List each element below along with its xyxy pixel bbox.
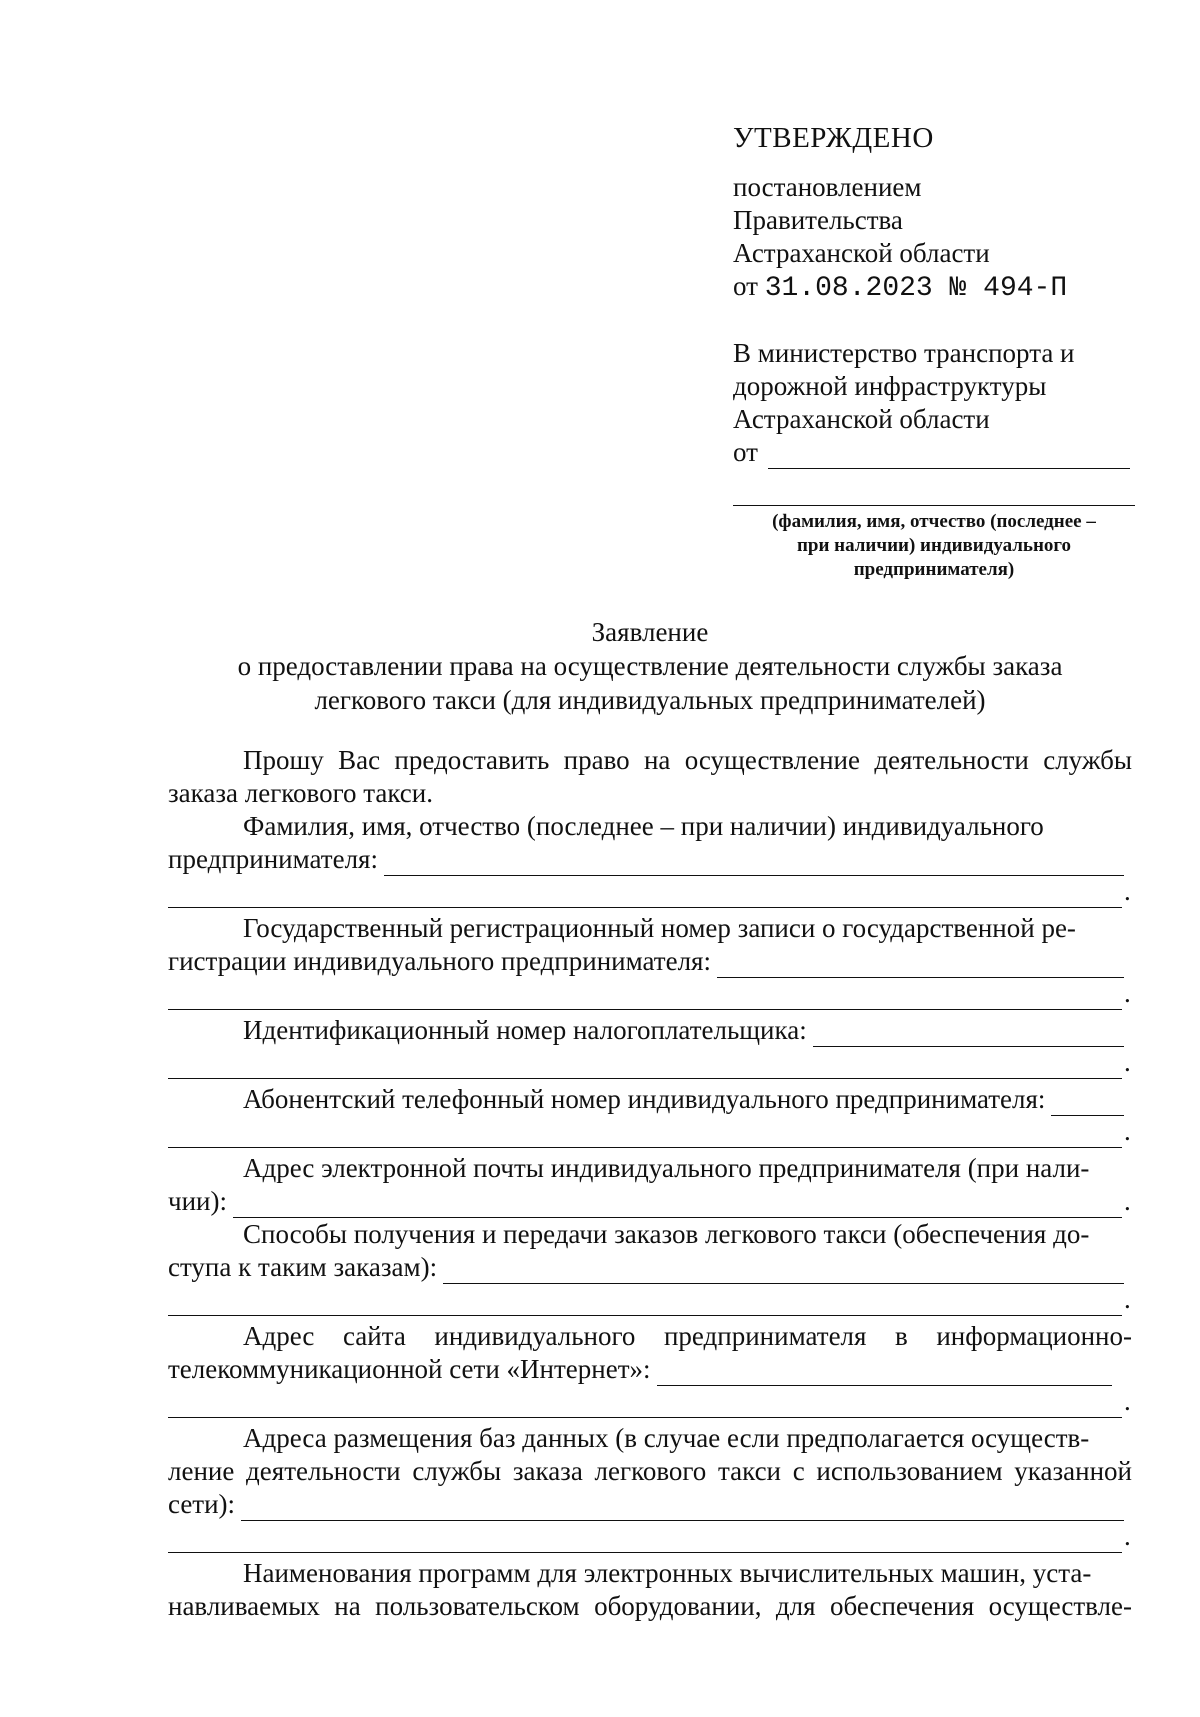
db-field[interactable] [241,1494,1124,1521]
inn-field[interactable] [813,1020,1124,1047]
approval-line: Правительства [733,205,903,235]
addressee-line: Астраханской области [733,404,990,434]
addressee-from-row [733,436,1133,469]
db-text: Адреса размещения баз данных (в случае если предполагается осуществ- [243,1423,1090,1453]
site-row [168,1353,1132,1386]
ogrnip-field[interactable] [717,951,1124,978]
ogrnip-field-continued[interactable] [168,983,1122,1010]
inn-field-continued-row [168,1047,1132,1079]
orders-row [168,1251,1132,1284]
db-row [168,1488,1132,1521]
addressee-line: дорожной инфраструктуры [733,371,1047,401]
fio-label: предпринимателя: [168,844,378,874]
site-text: Адрес сайта индивидуального предпринимателя в информационно- [243,1321,1132,1351]
inn-label: Идентификационный номер налогоплательщика: [243,1015,807,1045]
approval-line: постановлением [733,172,922,202]
addressee-block [733,337,1133,582]
db-field-continued[interactable] [168,1526,1122,1553]
period: . [1124,978,1131,1008]
db-field-continued-row [168,1521,1132,1553]
document-title [168,615,1132,717]
period: . [1124,876,1131,906]
title-line: легкового такси (для индивидуальных предпринимателей) [314,685,986,715]
ogrnip-label: гистрации индивидуального предпринимателя: [168,946,711,976]
addressee-from-field[interactable] [768,443,1130,469]
site-field-continued-row [168,1386,1132,1418]
fio-field-continued[interactable] [168,881,1122,908]
period: . [1124,1521,1131,1551]
site-field-continued[interactable] [168,1391,1122,1418]
email-label: чии): [168,1186,227,1216]
approval-line: Астраханской области [733,238,990,268]
title-line: Заявление [591,617,709,647]
addressee-line: В министерство транспорта и [733,338,1075,368]
ogrnip-row [168,945,1132,978]
orders-field-continued-row [168,1284,1132,1316]
document-body [168,744,1132,1623]
period: . [1124,1186,1131,1216]
db-text-continued: ление деятельности службы заказа легкового такси с использованием указанной [168,1456,1132,1486]
db-label: сети): [168,1489,236,1519]
approval-date [733,270,1133,305]
phone-label: Абонентский телефонный номер индивидуального предпринимателя: [243,1084,1046,1114]
caption-line: (фамилия, имя, отчество (последнее – [772,511,1096,532]
fio-field[interactable] [384,849,1124,876]
inn-row [168,1014,1132,1047]
approval-block [733,122,1133,305]
fio-field-continued-row [168,876,1132,908]
ogrnip-field-continued-row [168,978,1132,1010]
email-row [168,1185,1132,1218]
programs-text-continued: навливаемых на пользовательском оборудовании, для обеспечения осуществле- [168,1591,1132,1621]
ogrnip-text: Государственный регистрационный номер записи о государственной ре- [243,913,1076,943]
orders-text: Способы получения и передачи заказов легкового такси (обеспечения до- [243,1219,1090,1249]
period: . [1124,1386,1131,1416]
fio-text: Фамилия, имя, отчество (последнее – при наличии) индивидуального [243,811,1044,841]
period: . [1124,1047,1131,1077]
addressee-caption [733,510,1135,582]
addressee-from-label: от [733,437,758,467]
caption-line: при наличии) индивидуального [796,535,1072,556]
addressee-from-field-continued[interactable] [733,469,1135,506]
site-label: телекоммуникационной сети «Интернет»: [168,1354,651,1384]
title-line: о предоставлении права на осуществление деятельности службы заказа [237,651,1063,681]
programs-text: Наименования программ для электронных вычислительных машин, уста- [243,1558,1092,1588]
phone-field-continued-row [168,1116,1132,1148]
email-text: Адрес электронной почты индивидуального предпринимателя (при нали- [243,1153,1090,1183]
phone-field-continued[interactable] [168,1121,1122,1148]
phone-row [168,1083,1132,1116]
approval-heading: УТВЕРЖДЕНО [733,122,934,154]
approval-date-number: 31.08.2023 № 494-П [764,273,1068,304]
email-field[interactable] [233,1191,1122,1218]
period: . [1124,1116,1131,1146]
orders-label: ступа к таким заказам): [168,1252,438,1282]
orders-field[interactable] [443,1257,1124,1284]
orders-field-continued[interactable] [168,1289,1122,1316]
period: . [1124,1284,1131,1314]
caption-line: предпринимателя) [853,559,1015,580]
inn-field-continued[interactable] [168,1052,1122,1079]
phone-field[interactable] [1051,1089,1124,1116]
request-paragraph: Прошу Вас предоставить право на осуществление деятельности службы заказа легкового такси. [168,745,1132,808]
approval-date-prefix: от [733,271,758,301]
site-field[interactable] [657,1359,1113,1386]
fio-row [168,843,1132,876]
